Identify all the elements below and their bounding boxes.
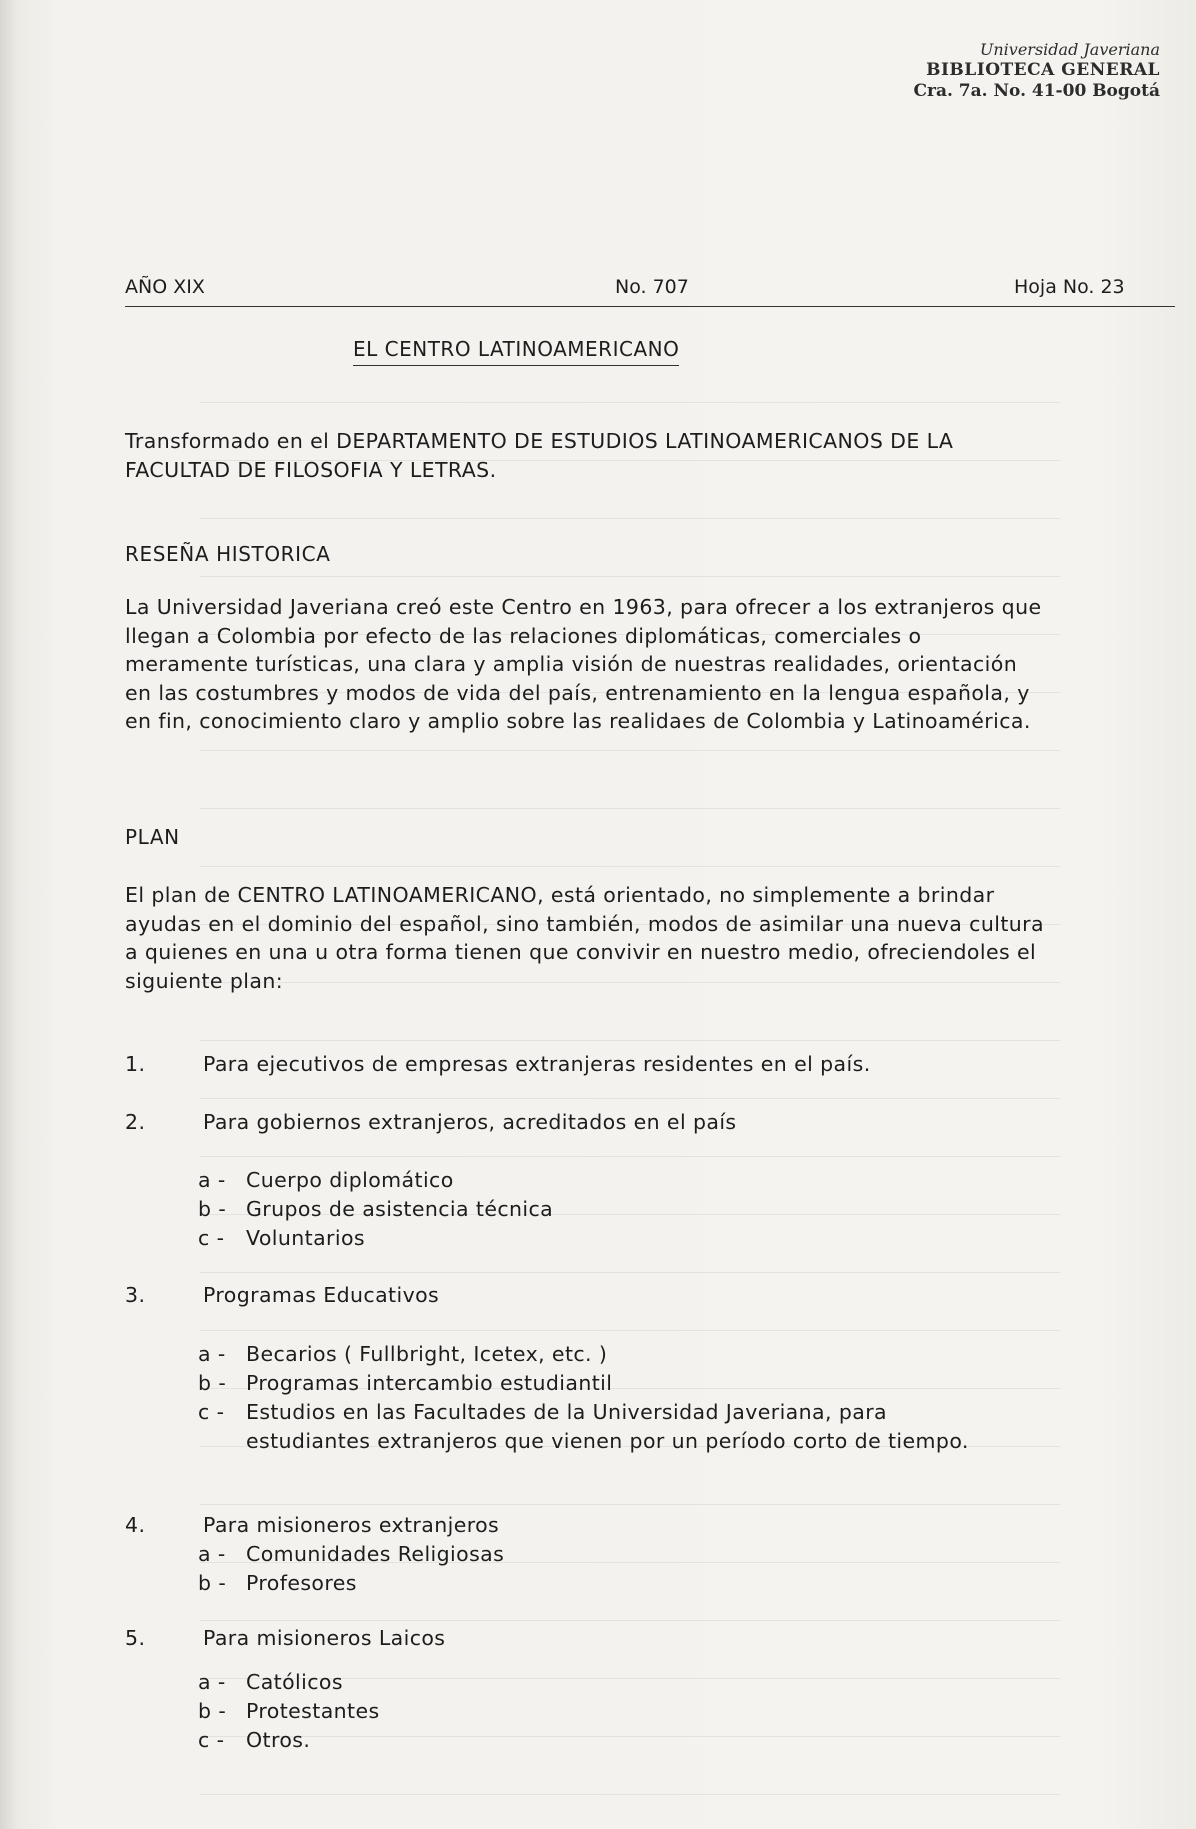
sub-item <box>198 1540 504 1569</box>
header-rule <box>125 306 1175 307</box>
item-label: Para misioneros extranjeros <box>203 1513 500 1537</box>
header-year: AÑO XIX <box>125 276 205 298</box>
sub-item <box>198 1340 607 1369</box>
sub-letter: c - <box>198 1226 225 1250</box>
sub-letter: b - <box>198 1371 227 1395</box>
sub-text: Becarios ( Fullbright, Icetex, etc. ) <box>246 1342 608 1366</box>
sub-item <box>198 1668 343 1697</box>
header-number: No. 707 <box>615 276 689 298</box>
library-stamp <box>910 40 1160 103</box>
history-heading: RESEÑA HISTORICA <box>125 542 331 566</box>
item-number: 3. <box>125 1283 146 1307</box>
sub-letter: a - <box>198 1542 226 1566</box>
intro-paragraph: Transformado en el DEPARTAMENTO DE ESTUDIOS LATINOAMERICANOS DE LA FACULTAD DE FILOSOFIA Y LETRAS. <box>125 429 954 482</box>
sub-item <box>198 1726 310 1755</box>
sub-item <box>198 1224 365 1253</box>
sub-text: Católicos <box>246 1670 343 1694</box>
item-label: Programas Educativos <box>203 1283 440 1307</box>
stamp-line-1: Universidad Javeriana <box>979 40 1160 59</box>
sub-text: Protestantes <box>246 1699 380 1723</box>
item-label: Para gobiernos extranjeros, acreditados en el país <box>203 1110 737 1134</box>
sub-text: Profesores <box>246 1571 357 1595</box>
plan-paragraph: El plan de CENTRO LATINOAMERICANO, está orientado, no simplemente a brindar ayudas en el dominio del español, sino también, modos de asimilar una nueva cultura a quienes en una u otra forma tienen que convivir en nuestro medio, ofreciendoles el siguiente plan: <box>125 883 1044 993</box>
sub-letter: a - <box>198 1342 226 1366</box>
stamp-line-2: BIBLIOTECA GENERAL <box>926 60 1160 80</box>
item-number: 2. <box>125 1110 146 1134</box>
sub-text: Otros. <box>246 1728 311 1752</box>
sub-item <box>198 1569 357 1598</box>
sub-text: Programas intercambio estudiantil <box>246 1371 613 1395</box>
sub-letter: b - <box>198 1699 227 1723</box>
item-number: 4. <box>125 1513 146 1537</box>
sub-letter: a - <box>198 1670 226 1694</box>
sub-text: Grupos de asistencia técnica <box>246 1197 554 1221</box>
plan-heading: PLAN <box>125 825 180 849</box>
sub-text: Cuerpo diplomático <box>246 1168 454 1192</box>
sub-item <box>198 1398 1018 1456</box>
sub-letter: a - <box>198 1168 226 1192</box>
document-title: EL CENTRO LATINOAMERICANO <box>353 337 679 366</box>
sub-letter: b - <box>198 1571 227 1595</box>
sub-letter: c - <box>198 1400 225 1424</box>
sub-text: Comunidades Religiosas <box>246 1542 505 1566</box>
item-number: 1. <box>125 1052 146 1076</box>
sub-letter: b - <box>198 1197 227 1221</box>
sub-item <box>198 1166 454 1195</box>
item-number: 5. <box>125 1626 146 1650</box>
sub-letter: c - <box>198 1728 225 1752</box>
history-paragraph: La Universidad Javeriana creó este Centro en 1963, para ofrecer a los extranjeros que llegan a Colombia por efecto de las relaciones diplomáticas, comerciales o meramente turísticas, una clara y amplia visión de nuestras realidades, orientación en las costumbres y modos de vida del país, entrenamiento en la lengua española, y en fin, conocimiento claro y amplio sobre las realidaes de Colombia y Latinoamérica. <box>125 595 1042 733</box>
item-label: Para ejecutivos de empresas extranjeras residentes en el país. <box>203 1052 871 1076</box>
sub-text: Estudios en las Facultades de la Universidad Javeriana, para estudiantes extranjeros que vienen por un período corto de tiempo. <box>246 1400 969 1453</box>
sub-item <box>198 1369 612 1398</box>
sub-item <box>198 1195 553 1224</box>
stamp-line-3: Cra. 7a. No. 41-00 Bogotá <box>913 81 1160 102</box>
item-label: Para misioneros Laicos <box>203 1626 446 1650</box>
document-header <box>125 272 1175 306</box>
header-page: Hoja No. 23 <box>1014 276 1125 298</box>
sub-text: Voluntarios <box>246 1226 366 1250</box>
sub-item <box>198 1697 380 1726</box>
